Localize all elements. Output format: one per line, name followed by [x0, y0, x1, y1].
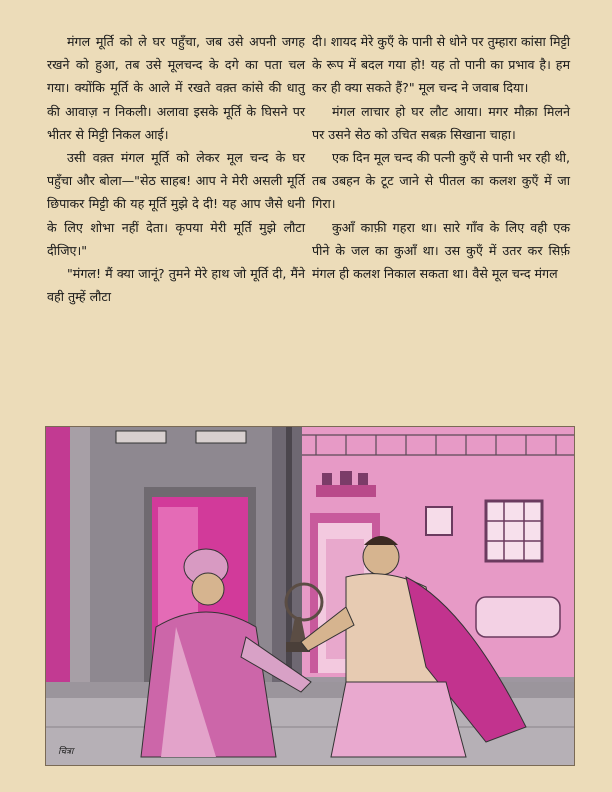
left-paragraph-1: मंगल मूर्ति को ले घर पहुँचा, जब उसे अपनी जगह रखने को हुआ, तब उसे मूलचन्द के दगे का पता चल गया। क्योंकि मूर्ति के आले में रखते वक़्त कांसे की धातु की आवाज़ न निकली। अलावा इसके मूर्ति के घिसने पर भीतर से मिट्टी निकल आई।	[47, 34, 305, 142]
right-paragraph-3: एक दिन मूल चन्द की पत्नी कुएँ से पानी भर रही थी, तब उबहन के टूट जाने से पीतल का कलश कुएँ में जा गिरा।	[312, 150, 570, 212]
right-text-column	[312, 30, 570, 285]
story-illustration	[45, 426, 575, 766]
left-text-column	[47, 30, 305, 308]
left-paragraph-3: "मंगल! मैं क्या जानूं? तुमने मेरे हाथ जो मूर्ति दी, मैंने वही तुम्हें लौटा	[47, 266, 305, 305]
right-paragraph-1: दी। शायद मेरे कुएँ के पानी से धोने पर तुम्हारा कांसा मिट्टी के रूप में बदल गया हो! यह तो पानी का प्रभाव है। हम कर ही क्या सकते हैं?" मूल चन्द ने जवाब दिया।	[312, 34, 570, 96]
artist-signature: चित्रा	[58, 747, 74, 757]
right-paragraph-2: मंगल लाचार हो घर लौट आया। मगर मौक़ा मिलने पर उसने सेठ को उचित सबक़ सिखाना चाहा।	[312, 103, 570, 142]
illustration-drawing	[46, 427, 574, 765]
left-paragraph-2: उसी वक़्त मंगल मूर्ति को लेकर मूल चन्द के घर पहुँचा और बोला—"सेठ साहब! आप ने मेरी असली मूर्ति छिपाकर मिट्टी की यह मूर्ति मुझे दे दी! यह आप जैसे धनी के लिए शोभा नहीं देता। कृपया मेरी मूर्ति मुझे लौटा दीजिए।"	[47, 150, 305, 258]
right-paragraph-4: कुआँ काफ़ी गहरा था। सारे गाँव के लिए वही एक पीने के जल का कुआँ था। उस कुएँ में उतर कर सिर्फ़ मंगल ही कलश निकाल सकता था। वैसे मूल चन्द मंगल	[312, 219, 570, 282]
